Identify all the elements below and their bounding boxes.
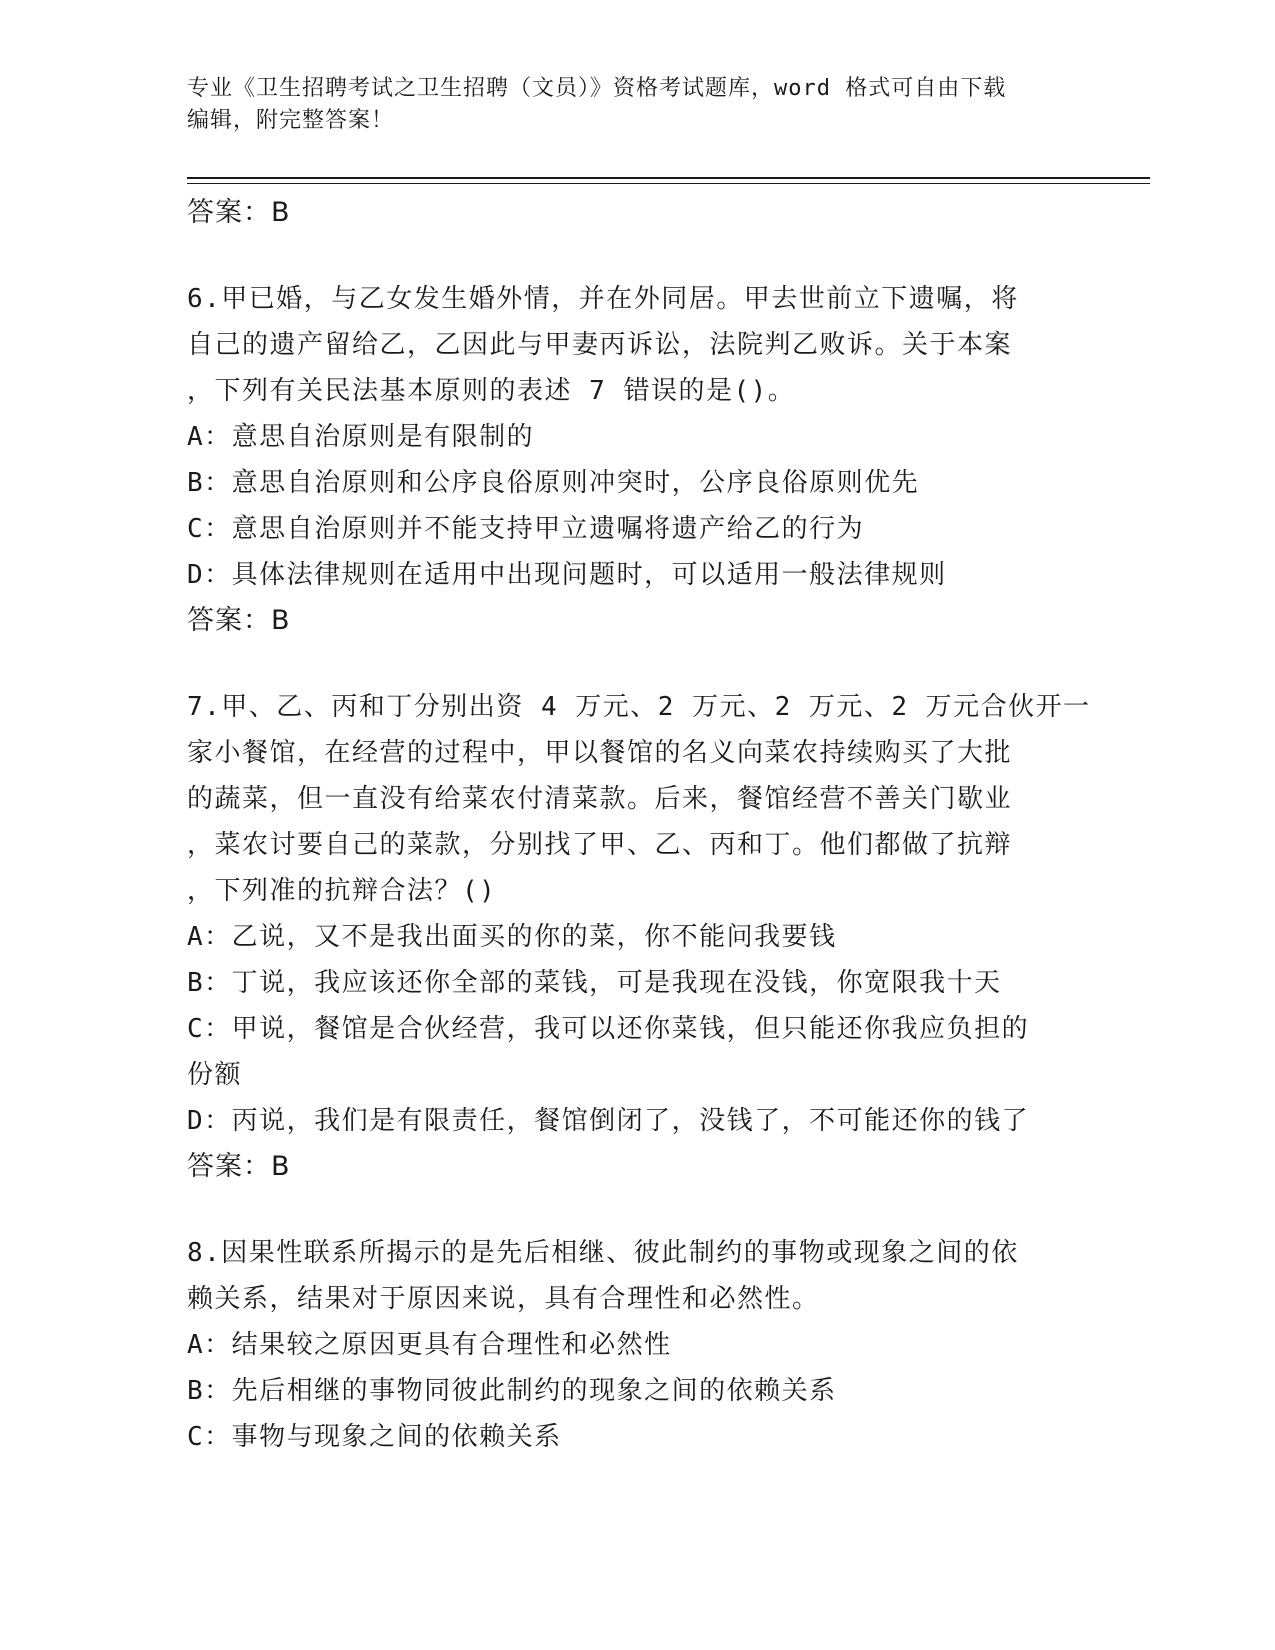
question-text-line: 赖关系，结果对于原因来说，具有合理性和必然性。: [187, 1284, 820, 1314]
section-gap: [187, 644, 1087, 684]
option-d: D：具体法律规则在适用中出现问题时，可以适用一般法律规则: [187, 560, 947, 590]
option-c: C：甲说，餐馆是合伙经营，我可以还你菜钱，但只能还你我应负担的: [187, 1014, 1030, 1044]
option-c: C：意思自治原则并不能支持甲立遗嘱将遗产给乙的行为: [187, 514, 865, 544]
answer-line: 答案：B: [187, 1151, 291, 1182]
option-b: B：丁说，我应该还你全部的菜钱，可是我现在没钱，你宽限我十天: [187, 968, 1002, 998]
option-a: A：乙说，又不是我出面买的你的菜，你不能问我要钱: [187, 922, 837, 952]
question-list: [187, 190, 1091, 1460]
question-text-line: 自己的遗产留给乙，乙因此与甲妻丙诉讼，法院判乙败诉。关于本案: [187, 330, 1013, 360]
header-divider-thin: [187, 183, 1150, 184]
header-line-2: 编辑，附完整答案！: [187, 108, 395, 133]
question-text-line: ，菜农讨要自己的菜款，分别找了甲、乙、丙和丁。他们都做了抗辩: [187, 830, 1013, 860]
question-block: [187, 1230, 1087, 1460]
option-c: C：事物与现象之间的依赖关系: [187, 1422, 562, 1452]
section-gap: [187, 1190, 1087, 1230]
option-d: D：丙说，我们是有限责任，餐馆倒闭了，没钱了，不可能还你的钱了: [187, 1106, 1030, 1136]
header-divider-thick: [187, 177, 1150, 179]
option-b: B：先后相继的事物同彼此制约的现象之间的依赖关系: [187, 1376, 837, 1406]
question-block: [187, 684, 1091, 1190]
option-a: A：意思自治原则是有限制的: [187, 422, 535, 452]
document-header: [187, 73, 1087, 137]
header-line-1: 专业《卫生招聘考试之卫生招聘（文员）》资格考试题库，word 格式可自由下载: [187, 76, 1007, 101]
question-text-line: 6.甲已婚，与乙女发生婚外情，并在外同居。甲去世前立下遗嘱，将: [187, 284, 1019, 314]
question-text-line: 8.因果性联系所揭示的是先后相继、彼此制约的事物或现象之间的依: [187, 1238, 1019, 1268]
option-c-continuation: 份额: [187, 1060, 243, 1090]
question-text-line: ，下列有关民法基本原则的表述 7 错误的是()。: [187, 376, 796, 406]
question-text-line: 的蔬菜，但一直没有给菜农付清菜款。后来，餐馆经营不善关门歇业: [187, 784, 1013, 814]
option-b: B：意思自治原则和公序良俗原则冲突时，公序良俗原则优先: [187, 468, 920, 498]
answer-line: 答案：B: [187, 605, 291, 636]
question-text-line: 家小餐馆，在经营的过程中，甲以餐馆的名义向菜农持续购买了大批: [187, 738, 1013, 768]
section-gap: [187, 236, 1087, 276]
answer-line: 答案：B: [187, 197, 291, 228]
question-block: [187, 276, 1087, 644]
question-text-line: 7.甲、乙、丙和丁分别出资 4 万元、2 万元、2 万元、2 万元合伙开一: [187, 692, 1091, 722]
option-a: A：结果较之原因更具有合理性和必然性: [187, 1330, 672, 1360]
question-text-line: ，下列准的抗辩合法？(): [187, 876, 497, 906]
